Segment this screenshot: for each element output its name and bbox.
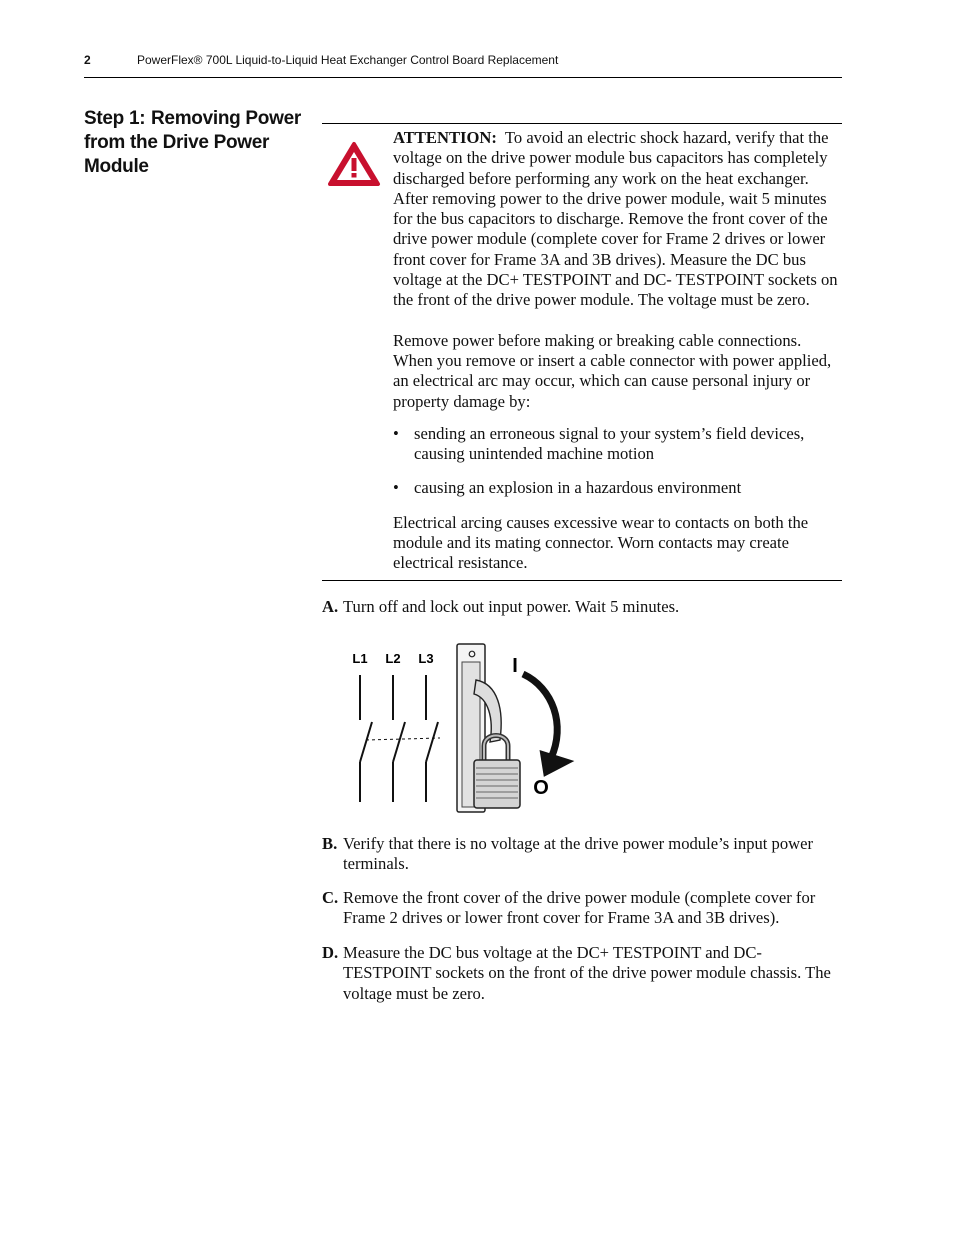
off-label: O: [533, 777, 549, 799]
attention-label: ATTENTION:: [393, 128, 497, 147]
mechanical-link: [366, 738, 440, 740]
line-label-l1: L1: [352, 651, 368, 666]
step-text: Remove the front cover of the drive power module (complete cover for Frame 2 drives or lower front cover for Frame 3A and 3B drives).: [343, 888, 816, 928]
running-title: PowerFlex® 700L Liquid-to-Liquid Heat Exchanger Control Board Replacement: [137, 53, 559, 67]
page-number: 2: [84, 53, 91, 67]
step-text: Verify that there is no voltage at the drive power module’s input power terminals.: [343, 834, 814, 874]
attention-box: [322, 123, 842, 581]
rotation-arrow-icon: [523, 674, 557, 758]
step-a: [322, 597, 842, 617]
attention-text: [393, 128, 843, 574]
step-b: [322, 834, 842, 875]
line-label-l2: L2: [385, 651, 401, 666]
step-letter: C.: [322, 888, 339, 907]
step-text: Measure the DC bus voltage at the DC+ TESTPOINT and DC- TESTPOINT sockets on the front of the drive power module chassis. The voltage must be zero.: [343, 943, 831, 1003]
section-heading: [84, 107, 304, 179]
attention-bullet-list: [393, 424, 843, 499]
step-number: Step 1:: [84, 108, 146, 129]
step-c: [322, 888, 842, 929]
step-text: Turn off and lock out input power. Wait 5 minutes.: [343, 597, 680, 616]
warning-triangle-icon: [327, 141, 381, 187]
list-item: • sending an erroneous signal to your system’s field devices, causing unintended machine motion: [393, 423, 805, 464]
step-letter: D.: [322, 943, 339, 962]
attention-paragraph-1: ATTENTION: To avoid an electric shock hazard, verify that the voltage on the drive power module bus capacitors has completely discharged before performing any work on the heat exchanger. After removing power to the drive power module, wait 5 minutes for the bus capacitors to discharge. Remove the front cover of the drive power module (complete cover for Frame 2 drives or lower front cover for Frame 3A and 3B drives). Measure the DC bus voltage at the DC+ TESTPOINT and DC- TESTPOINT sockets on the front of the drive power module. The voltage must be zero.: [393, 128, 838, 310]
lockout-disconnect-diagram: [348, 640, 588, 820]
step-letter: A.: [322, 597, 339, 616]
page-header: [84, 51, 842, 78]
on-label: I: [512, 655, 518, 677]
step-title: Removing Power from the Drive Power Module: [84, 108, 301, 177]
attention-paragraph-2: Remove power before making or breaking cable connections. When you remove or insert a cable connector with power applied, an electrical arc may occur, which can cause personal injury or property damage by:: [393, 330, 832, 411]
attention-paragraph-3: Electrical arcing causes excessive wear to contacts on both the module and its mating connector. Worn contacts may create electrical resistance.: [393, 512, 809, 573]
line-label-l3: L3: [418, 651, 434, 666]
list-item: • causing an explosion in a hazardous environment: [393, 478, 742, 498]
step-letter: B.: [322, 834, 338, 853]
step-d: [322, 943, 842, 1004]
